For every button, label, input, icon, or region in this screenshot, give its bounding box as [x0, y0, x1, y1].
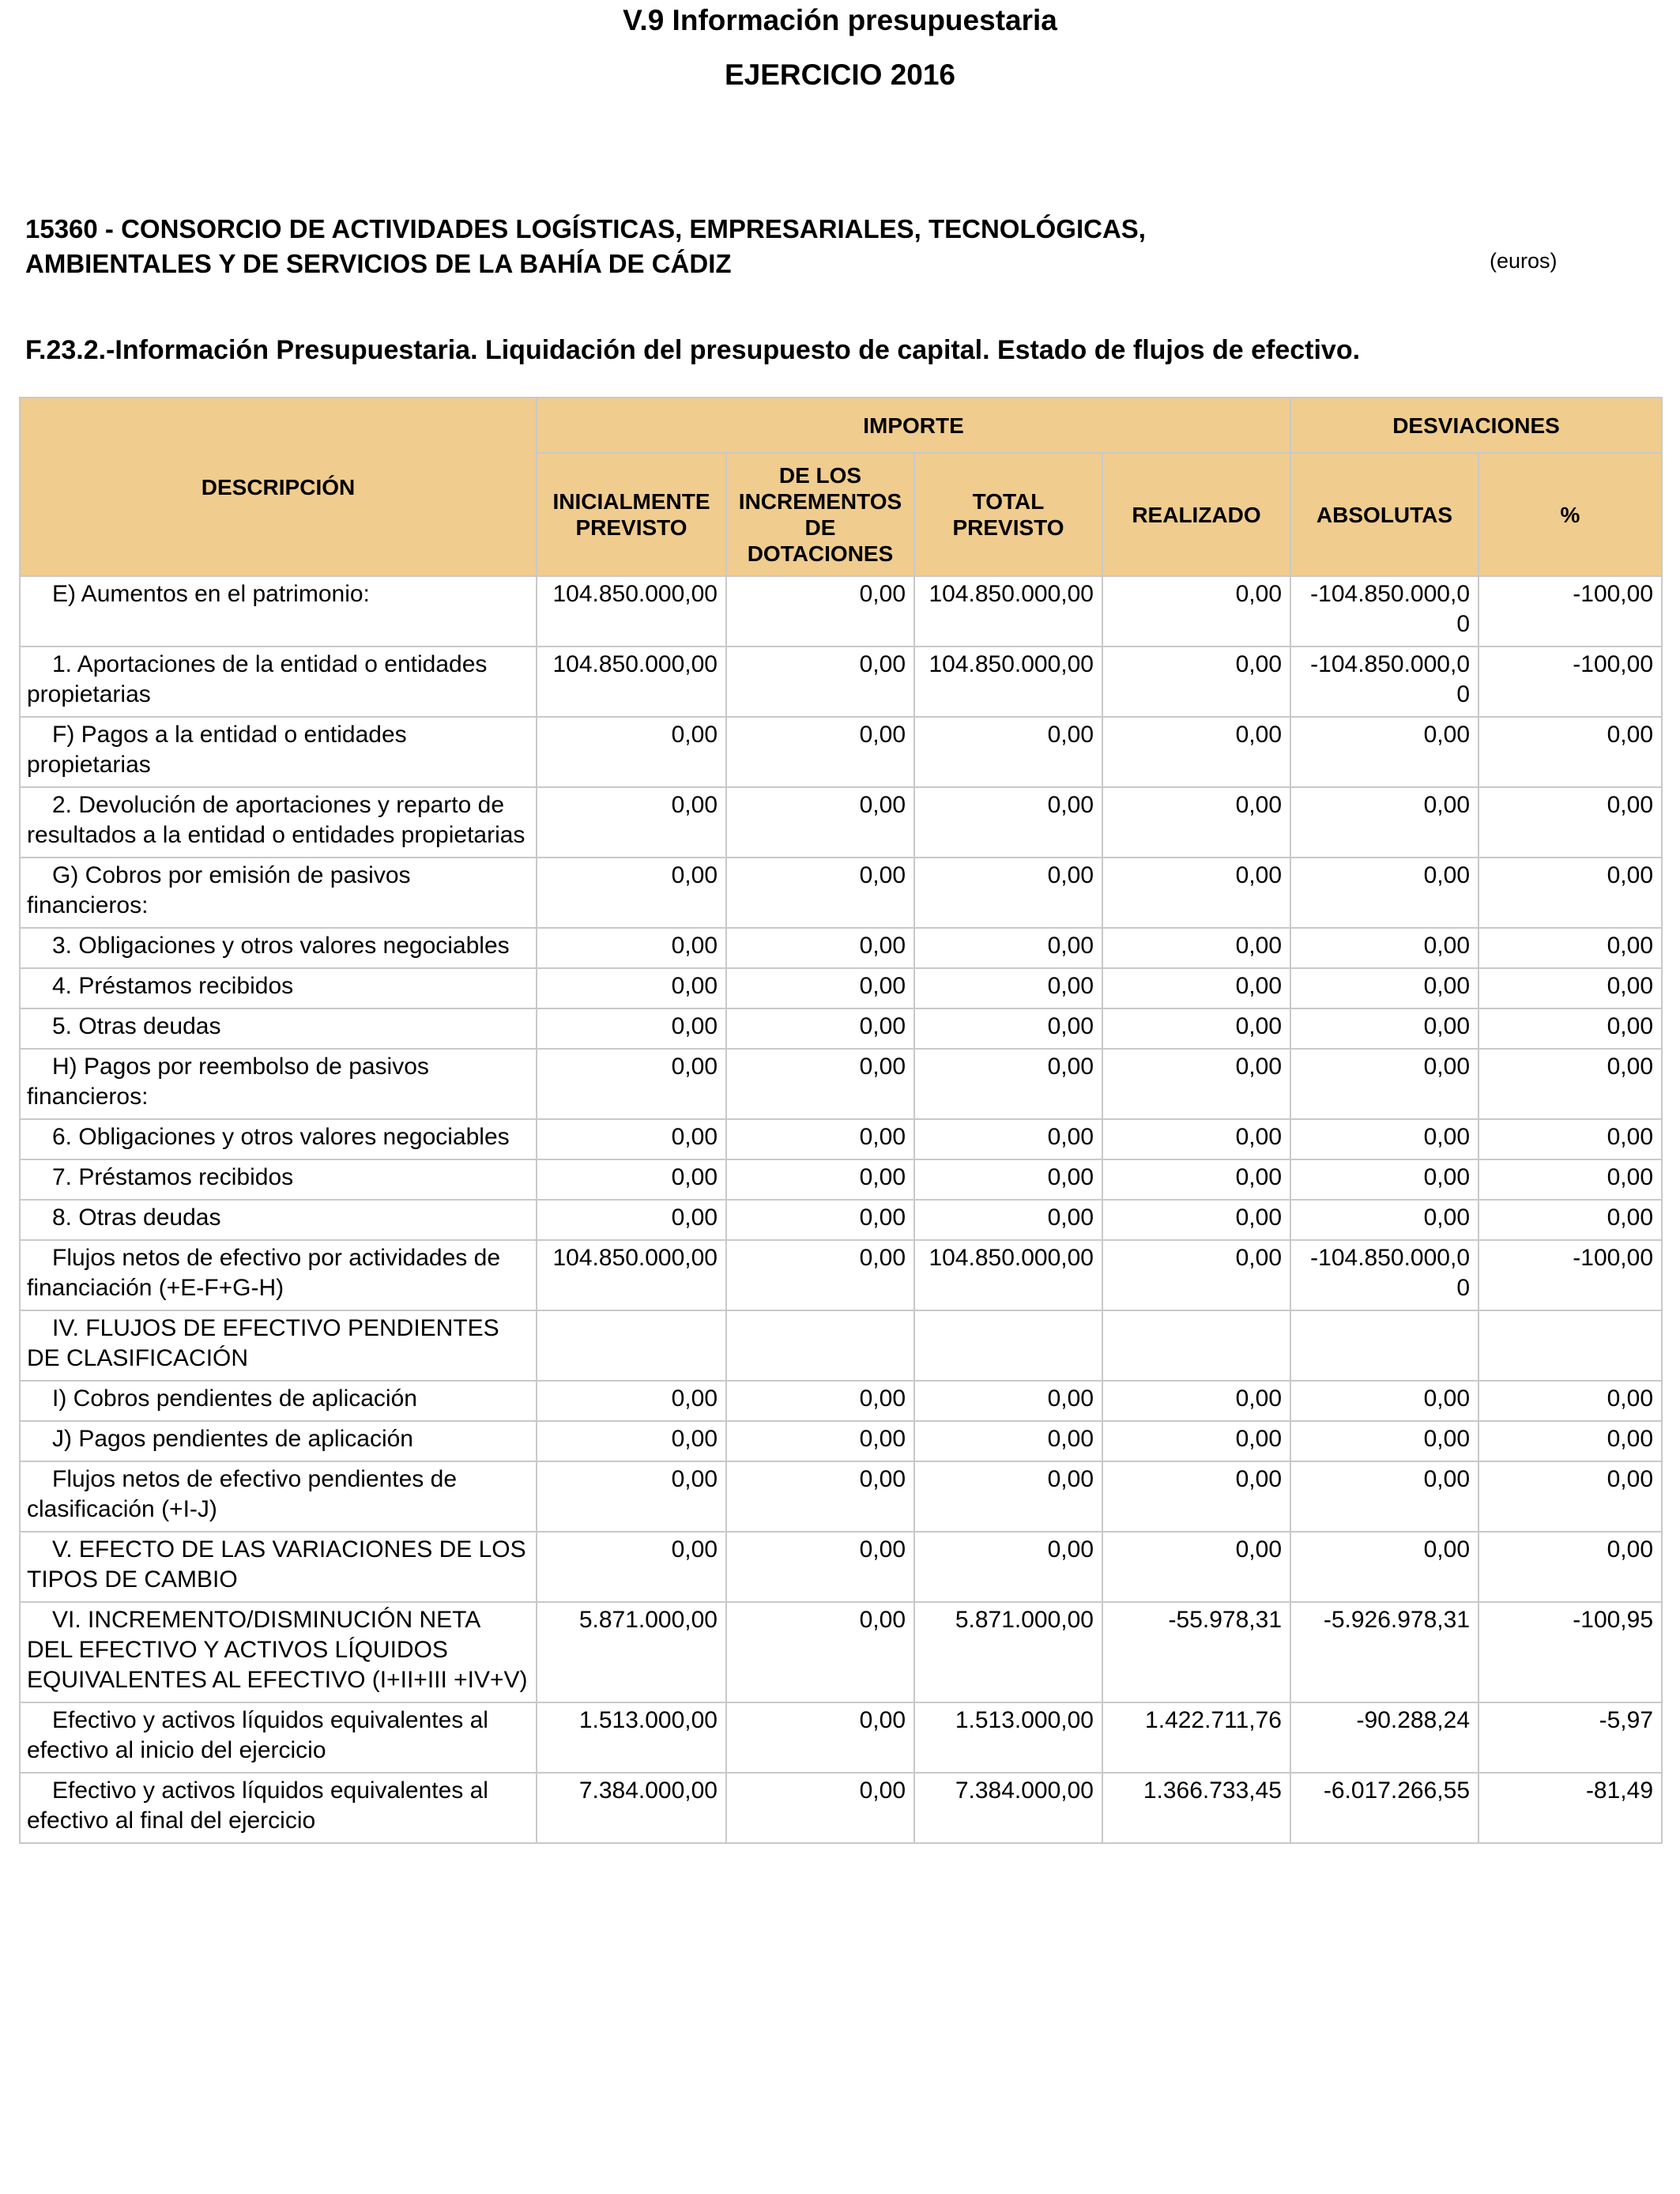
cell-desviacion-absoluta: 0,00	[1290, 1421, 1478, 1461]
cell-incrementos-dotaciones: 0,00	[726, 1602, 914, 1702]
cell-inicialmente-previsto: 0,00	[537, 858, 726, 928]
cell-descripcion	[20, 858, 537, 928]
cell-realizado: 0,00	[1102, 1119, 1290, 1159]
row-label: 1. Aportaciones de la entidad o entidades propietarias	[27, 651, 488, 707]
cell-desviacion-absoluta: -104.850.000,00	[1290, 576, 1478, 647]
cell-desviacion-absoluta: -90.288,24	[1290, 1702, 1478, 1773]
cell-desviacion-absoluta: -104.850.000,00	[1290, 1240, 1478, 1310]
cell-desviacion-absoluta: 0,00	[1290, 787, 1478, 858]
cell-desviacion-porcentaje: 0,00	[1478, 1008, 1662, 1049]
cell-desviacion-absoluta: 0,00	[1290, 928, 1478, 968]
cell-realizado: 0,00	[1102, 717, 1290, 787]
header-absolutas: ABSOLUTAS	[1290, 453, 1478, 576]
cell-descripcion	[20, 1240, 537, 1310]
cell-inicialmente-previsto: 0,00	[537, 1421, 726, 1461]
cell-incrementos-dotaciones: 0,00	[726, 717, 914, 787]
cell-inicialmente-previsto: 0,00	[537, 1049, 726, 1119]
cell-desviacion-absoluta: 0,00	[1290, 1008, 1478, 1049]
table-row	[20, 1702, 1662, 1773]
cell-total-previsto: 0,00	[914, 1159, 1102, 1200]
table-row	[20, 858, 1662, 928]
table-row	[20, 1381, 1662, 1421]
cell-incrementos-dotaciones: 0,00	[726, 858, 914, 928]
table-row	[20, 1421, 1662, 1461]
cell-desviacion-porcentaje: 0,00	[1478, 717, 1662, 787]
cell-inicialmente-previsto: 0,00	[537, 1532, 726, 1602]
cell-descripcion	[20, 1381, 537, 1421]
table-row	[20, 1049, 1662, 1119]
cell-total-previsto: 0,00	[914, 858, 1102, 928]
table-row	[20, 576, 1662, 647]
cell-desviacion-porcentaje: 0,00	[1478, 968, 1662, 1008]
table-row	[20, 1159, 1662, 1200]
cell-incrementos-dotaciones: 0,00	[726, 1240, 914, 1310]
row-label: G) Cobros por emisión de pasivos financieros:	[27, 862, 411, 918]
cell-desviacion-porcentaje: 0,00	[1478, 1200, 1662, 1240]
row-label: 5. Otras deudas	[52, 1013, 221, 1039]
cell-descripcion	[20, 717, 537, 787]
header-inicialmente-previsto: INICIALMENTE PREVISTO	[537, 453, 726, 576]
cell-desviacion-porcentaje: 0,00	[1478, 1381, 1662, 1421]
cell-inicialmente-previsto: 0,00	[537, 1461, 726, 1532]
cell-inicialmente-previsto: 0,00	[537, 968, 726, 1008]
cell-desviacion-porcentaje: -100,00	[1478, 576, 1662, 647]
row-label: 8. Otras deudas	[52, 1204, 221, 1231]
header-porcentaje: %	[1478, 453, 1662, 576]
cell-incrementos-dotaciones: 0,00	[726, 928, 914, 968]
table-row	[20, 787, 1662, 858]
cell-total-previsto: 0,00	[914, 968, 1102, 1008]
cell-descripcion	[20, 1702, 537, 1773]
cell-incrementos-dotaciones: 0,00	[726, 968, 914, 1008]
table-row	[20, 647, 1662, 717]
cell-descripcion	[20, 787, 537, 858]
row-label: E) Aumentos en el patrimonio:	[52, 581, 370, 607]
cell-incrementos-dotaciones: 0,00	[726, 1008, 914, 1049]
row-label: J) Pagos pendientes de aplicación	[52, 1426, 413, 1452]
cell-inicialmente-previsto: 0,00	[537, 928, 726, 968]
table-row	[20, 1532, 1662, 1602]
header-realizado: REALIZADO	[1102, 453, 1290, 576]
cell-descripcion	[20, 1049, 537, 1119]
cell-total-previsto: 0,00	[914, 1381, 1102, 1421]
cell-realizado: 0,00	[1102, 928, 1290, 968]
table-row	[20, 928, 1662, 968]
cell-descripcion	[20, 1159, 537, 1200]
units-label: (euros)	[1490, 249, 1558, 273]
cell-inicialmente-previsto: 5.871.000,00	[537, 1602, 726, 1702]
row-label: 2. Devolución de aportaciones y reparto de resultados a la entidad o entidades propietarias	[27, 792, 525, 848]
cell-desviacion-absoluta: 0,00	[1290, 1532, 1478, 1602]
cell-realizado: 1.422.711,76	[1102, 1702, 1290, 1773]
cell-realizado: 0,00	[1102, 576, 1290, 647]
cell-desviacion-porcentaje: -81,49	[1478, 1773, 1662, 1843]
cell-inicialmente-previsto: 104.850.000,00	[537, 576, 726, 647]
cell-realizado	[1102, 1310, 1290, 1381]
header-total-previsto: TOTAL PREVISTO	[914, 453, 1102, 576]
cell-total-previsto: 0,00	[914, 717, 1102, 787]
table-row	[20, 968, 1662, 1008]
cell-incrementos-dotaciones: 0,00	[726, 1421, 914, 1461]
cell-incrementos-dotaciones: 0,00	[726, 576, 914, 647]
cell-realizado: 0,00	[1102, 1159, 1290, 1200]
cell-desviacion-porcentaje: 0,00	[1478, 1159, 1662, 1200]
table-row	[20, 1119, 1662, 1159]
cell-desviacion-absoluta: -6.017.266,55	[1290, 1773, 1478, 1843]
cell-descripcion	[20, 647, 537, 717]
cell-incrementos-dotaciones: 0,00	[726, 1773, 914, 1843]
cell-total-previsto: 0,00	[914, 1008, 1102, 1049]
cell-realizado: 0,00	[1102, 1461, 1290, 1532]
cell-desviacion-porcentaje: -100,00	[1478, 647, 1662, 717]
cell-desviacion-porcentaje: 0,00	[1478, 1461, 1662, 1532]
cell-total-previsto: 104.850.000,00	[914, 647, 1102, 717]
cell-inicialmente-previsto: 0,00	[537, 1119, 726, 1159]
cell-desviacion-absoluta: -104.850.000,00	[1290, 647, 1478, 717]
cell-total-previsto: 0,00	[914, 1119, 1102, 1159]
cell-inicialmente-previsto: 0,00	[537, 787, 726, 858]
cell-descripcion	[20, 1008, 537, 1049]
row-label: IV. FLUJOS DE EFECTIVO PENDIENTES DE CLASIFICACIÓN	[27, 1315, 499, 1371]
cell-desviacion-porcentaje: 0,00	[1478, 858, 1662, 928]
cell-descripcion	[20, 576, 537, 647]
cell-desviacion-porcentaje: -100,00	[1478, 1240, 1662, 1310]
cell-total-previsto	[914, 1310, 1102, 1381]
cell-desviacion-absoluta: 0,00	[1290, 717, 1478, 787]
row-label: 7. Préstamos recibidos	[52, 1164, 294, 1190]
cell-realizado: 0,00	[1102, 1421, 1290, 1461]
cell-incrementos-dotaciones: 0,00	[726, 1200, 914, 1240]
table-row	[20, 1602, 1662, 1702]
cell-desviacion-absoluta: 0,00	[1290, 1461, 1478, 1532]
cell-desviacion-absoluta: 0,00	[1290, 1119, 1478, 1159]
cell-descripcion	[20, 1310, 537, 1381]
cell-total-previsto: 104.850.000,00	[914, 1240, 1102, 1310]
cell-desviacion-absoluta: -5.926.978,31	[1290, 1602, 1478, 1702]
cell-desviacion-absoluta: 0,00	[1290, 1200, 1478, 1240]
row-label: VI. INCREMENTO/DISMINUCIÓN NETA DEL EFECTIVO Y ACTIVOS LÍQUIDOS EQUIVALENTES AL EFECTIVO (I+II+III +IV+V)	[27, 1607, 528, 1693]
cell-descripcion	[20, 1200, 537, 1240]
cell-incrementos-dotaciones: 0,00	[726, 1461, 914, 1532]
row-label: Efectivo y activos líquidos equivalentes al efectivo al final del ejercicio	[27, 1777, 488, 1834]
cell-incrementos-dotaciones: 0,00	[726, 787, 914, 858]
cell-descripcion	[20, 1421, 537, 1461]
cell-realizado: 0,00	[1102, 1240, 1290, 1310]
cell-realizado: 0,00	[1102, 1200, 1290, 1240]
cell-realizado: 0,00	[1102, 647, 1290, 717]
cell-total-previsto: 1.513.000,00	[914, 1702, 1102, 1773]
page-subtitle: EJERCICIO 2016	[724, 58, 956, 91]
cell-inicialmente-previsto: 104.850.000,00	[537, 1240, 726, 1310]
cell-desviacion-porcentaje: 0,00	[1478, 1049, 1662, 1119]
cell-inicialmente-previsto	[537, 1310, 726, 1381]
cell-incrementos-dotaciones: 0,00	[726, 1532, 914, 1602]
header-importe: IMPORTE	[537, 398, 1290, 453]
cell-desviacion-porcentaje: -5,97	[1478, 1702, 1662, 1773]
cell-incrementos-dotaciones: 0,00	[726, 647, 914, 717]
table-body	[20, 576, 1662, 1843]
cell-descripcion	[20, 1532, 537, 1602]
cell-total-previsto: 5.871.000,00	[914, 1602, 1102, 1702]
row-label: 6. Obligaciones y otros valores negociables	[52, 1124, 510, 1150]
table-row	[20, 1461, 1662, 1532]
cell-incrementos-dotaciones: 0,00	[726, 1119, 914, 1159]
cell-desviacion-absoluta: 0,00	[1290, 1159, 1478, 1200]
cell-inicialmente-previsto: 7.384.000,00	[537, 1773, 726, 1843]
cell-inicialmente-previsto: 0,00	[537, 1200, 726, 1240]
cell-inicialmente-previsto: 104.850.000,00	[537, 647, 726, 717]
header-incrementos-dotaciones: DE LOS INCREMENTOS DE DOTACIONES	[726, 453, 914, 576]
cell-incrementos-dotaciones: 0,00	[726, 1159, 914, 1200]
cell-realizado: -55.978,31	[1102, 1602, 1290, 1702]
cell-desviacion-porcentaje: 0,00	[1478, 1119, 1662, 1159]
cell-total-previsto: 0,00	[914, 787, 1102, 858]
row-label: I) Cobros pendientes de aplicación	[52, 1385, 417, 1412]
cell-total-previsto: 0,00	[914, 928, 1102, 968]
cell-desviacion-porcentaje: 0,00	[1478, 787, 1662, 858]
row-label: V. EFECTO DE LAS VARIACIONES DE LOS TIPOS DE CAMBIO	[27, 1536, 526, 1593]
cell-desviacion-absoluta: 0,00	[1290, 858, 1478, 928]
cell-desviacion-porcentaje: 0,00	[1478, 1421, 1662, 1461]
cell-desviacion-porcentaje: -100,95	[1478, 1602, 1662, 1702]
cell-total-previsto: 0,00	[914, 1200, 1102, 1240]
cell-realizado: 0,00	[1102, 1381, 1290, 1421]
row-label: Flujos netos de efectivo pendientes de clasificación (+I-J)	[27, 1466, 458, 1522]
cell-realizado: 0,00	[1102, 787, 1290, 858]
cell-incrementos-dotaciones: 0,00	[726, 1381, 914, 1421]
row-label: Flujos netos de efectivo por actividades de financiación (+E-F+G-H)	[27, 1245, 500, 1301]
cell-descripcion	[20, 1773, 537, 1843]
header-desviaciones: DESVIACIONES	[1290, 398, 1662, 453]
row-label: 3. Obligaciones y otros valores negociables	[52, 933, 510, 959]
table-row	[20, 717, 1662, 787]
cell-realizado: 0,00	[1102, 1049, 1290, 1119]
cell-inicialmente-previsto: 0,00	[537, 1159, 726, 1200]
cell-desviacion-absoluta: 0,00	[1290, 1049, 1478, 1119]
cell-descripcion	[20, 1602, 537, 1702]
section-title: F.23.2.-Información Presupuestaria. Liquidación del presupuesto de capital. Estado de flujos de efectivo.	[25, 335, 1361, 365]
row-label: 4. Préstamos recibidos	[52, 973, 294, 999]
cell-inicialmente-previsto: 0,00	[537, 1381, 726, 1421]
cell-realizado: 0,00	[1102, 968, 1290, 1008]
cell-incrementos-dotaciones	[726, 1310, 914, 1381]
cell-inicialmente-previsto: 0,00	[537, 1008, 726, 1049]
entity-name-line2: AMBIENTALES Y DE SERVICIOS DE LA BAHÍA DE CÁDIZ	[25, 249, 732, 278]
cell-realizado: 0,00	[1102, 1532, 1290, 1602]
cell-realizado: 1.366.733,45	[1102, 1773, 1290, 1843]
cell-incrementos-dotaciones: 0,00	[726, 1702, 914, 1773]
cell-realizado: 0,00	[1102, 1008, 1290, 1049]
cell-descripcion	[20, 968, 537, 1008]
cell-descripcion	[20, 1461, 537, 1532]
entity-name	[25, 212, 1448, 281]
row-label: H) Pagos por reembolso de pasivos financieros:	[27, 1054, 429, 1110]
entity-name-line1: 15360 - CONSORCIO DE ACTIVIDADES LOGÍSTICAS, EMPRESARIALES, TECNOLÓGICAS,	[25, 214, 1146, 243]
cell-descripcion	[20, 1119, 537, 1159]
row-label: F) Pagos a la entidad o entidades propietarias	[27, 722, 407, 778]
cash-flow-table	[19, 397, 1663, 1844]
table-row	[20, 1008, 1662, 1049]
cell-total-previsto: 0,00	[914, 1049, 1102, 1119]
row-label: Efectivo y activos líquidos equivalentes al efectivo al inicio del ejercicio	[27, 1707, 488, 1763]
cell-descripcion	[20, 928, 537, 968]
page-title: V.9 Información presupuestaria	[623, 4, 1057, 36]
cell-total-previsto: 104.850.000,00	[914, 576, 1102, 647]
cell-total-previsto: 0,00	[914, 1421, 1102, 1461]
cell-desviacion-porcentaje: 0,00	[1478, 1532, 1662, 1602]
cell-inicialmente-previsto: 0,00	[537, 717, 726, 787]
cell-desviacion-porcentaje	[1478, 1310, 1662, 1381]
header-descripcion: DESCRIPCIÓN	[20, 398, 537, 576]
cell-inicialmente-previsto: 1.513.000,00	[537, 1702, 726, 1773]
table-row	[20, 1773, 1662, 1843]
cell-desviacion-absoluta	[1290, 1310, 1478, 1381]
cell-total-previsto: 7.384.000,00	[914, 1773, 1102, 1843]
table-row	[20, 1310, 1662, 1381]
cell-total-previsto: 0,00	[914, 1461, 1102, 1532]
cell-desviacion-porcentaje: 0,00	[1478, 928, 1662, 968]
cell-total-previsto: 0,00	[914, 1532, 1102, 1602]
cell-desviacion-absoluta: 0,00	[1290, 1381, 1478, 1421]
cell-incrementos-dotaciones: 0,00	[726, 1049, 914, 1119]
cell-realizado: 0,00	[1102, 858, 1290, 928]
table-row	[20, 1200, 1662, 1240]
cell-desviacion-absoluta: 0,00	[1290, 968, 1478, 1008]
table-row	[20, 1240, 1662, 1310]
